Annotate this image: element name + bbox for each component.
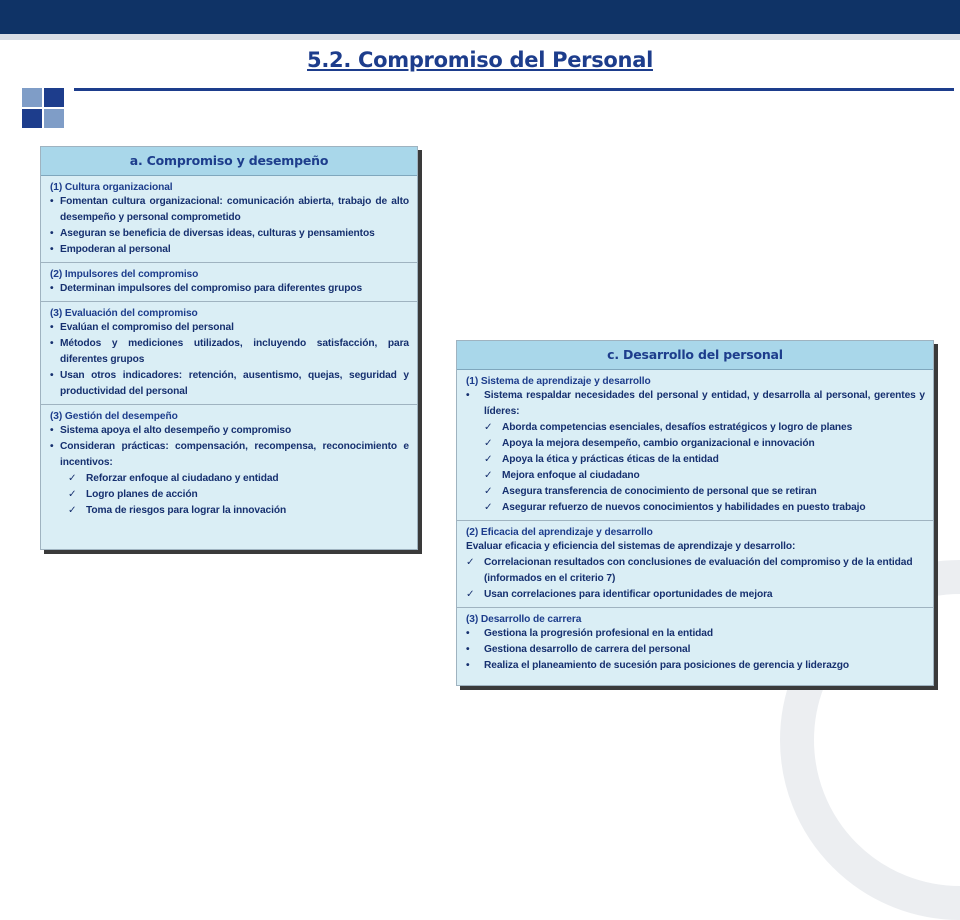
- title-divider: [74, 88, 954, 91]
- section-title: (1) Sistema de aprendizaje y desarrollo: [466, 376, 651, 387]
- list-item: • Consideran prácticas: compensación, recompensa, reconocimiento e incentivos:: [50, 439, 409, 471]
- list-item: • Sistema respaldar necesidades del personal y entidad, y desarrolla al personal, gerentes y líderes:: [466, 388, 925, 420]
- top-banner-stripe: [0, 34, 960, 40]
- list-item: • Evalúan el compromiso del personal: [50, 320, 409, 336]
- section-title: (2) Eficacia del aprendizaje y desarrollo: [466, 527, 653, 538]
- logo-squares-icon: [22, 88, 66, 130]
- section-title: (3) Gestión del desempeño: [50, 411, 178, 422]
- check-item: ✓ Asegura transferencia de conocimiento de personal que se retiran: [466, 484, 925, 500]
- panel-header: a. Compromiso y desempeño: [41, 147, 417, 176]
- section-title: (3) Evaluación del compromiso: [50, 308, 198, 319]
- section-cultura-organizacional: [41, 176, 417, 263]
- list-item: • Realiza el planeamiento de sucesión para posiciones de gerencia y liderazgo: [466, 658, 925, 674]
- page-title: 5.2. Compromiso del Personal: [307, 48, 653, 72]
- check-item: ✓ Apoya la mejora desempeño, cambio organizacional e innovación: [466, 436, 925, 452]
- section-title: (1) Cultura organizacional: [50, 182, 173, 193]
- list-item: • Métodos y mediciones utilizados, incluyendo satisfacción, para diferentes grupos: [50, 336, 409, 368]
- check-item: ✓ Toma de riesgos para lograr la innovación: [50, 503, 409, 519]
- check-item: ✓ Mejora enfoque al ciudadano: [466, 468, 925, 484]
- list-item: • Sistema apoya el alto desempeño y compromiso: [50, 423, 409, 439]
- check-item: ✓ Reforzar enfoque al ciudadano y entidad: [50, 471, 409, 487]
- section-eficacia-aprendizaje: [457, 521, 933, 608]
- section-title: (3) Desarrollo de carrera: [466, 614, 582, 625]
- panel-compromiso-desempeno: [40, 146, 418, 550]
- check-item: ✓ Correlacionan resultados con conclusiones de evaluación del compromiso y de la entidad (informados en el criterio 7): [466, 555, 925, 587]
- check-item: ✓ Apoya la ética y prácticas éticas de la entidad: [466, 452, 925, 468]
- section-text: Evaluar eficacia y eficiencia del sistemas de aprendizaje y desarrollo:: [466, 541, 796, 552]
- section-sistema-aprendizaje: [457, 370, 933, 521]
- check-item: ✓ Usan correlaciones para identificar oportunidades de mejora: [466, 587, 925, 603]
- check-item: ✓ Asegurar refuerzo de nuevos conocimientos y habilidades en puesto trabajo: [466, 500, 925, 516]
- list-item: • Gestiona la progresión profesional en la entidad: [466, 626, 925, 642]
- check-item: ✓ Aborda competencias esenciales, desafíos estratégicos y logro de planes: [466, 420, 925, 436]
- panel-header: c. Desarrollo del personal: [457, 341, 933, 370]
- section-evaluacion-compromiso: [41, 302, 417, 405]
- section-desarrollo-carrera: [457, 608, 933, 678]
- list-item: • Empoderan al personal: [50, 242, 409, 258]
- list-item: • Fomentan cultura organizacional: comunicación abierta, trabajo de alto desempeño y personal comprometido: [50, 194, 409, 226]
- list-item: • Aseguran se beneficia de diversas ideas, culturas y pensamientos: [50, 226, 409, 242]
- section-gestion-desempeno: [41, 405, 417, 523]
- top-banner: [0, 0, 960, 34]
- list-item: • Determinan impulsores del compromiso para diferentes grupos: [50, 281, 409, 297]
- section-impulsores-compromiso: [41, 263, 417, 302]
- list-item: • Usan otros indicadores: retención, ausentismo, quejas, seguridad y productividad del personal: [50, 368, 409, 400]
- section-title: (2) Impulsores del compromiso: [50, 269, 199, 280]
- check-item: ✓ Logro planes de acción: [50, 487, 409, 503]
- panel-desarrollo-personal: [456, 340, 934, 686]
- list-item: • Gestiona desarrollo de carrera del personal: [466, 642, 925, 658]
